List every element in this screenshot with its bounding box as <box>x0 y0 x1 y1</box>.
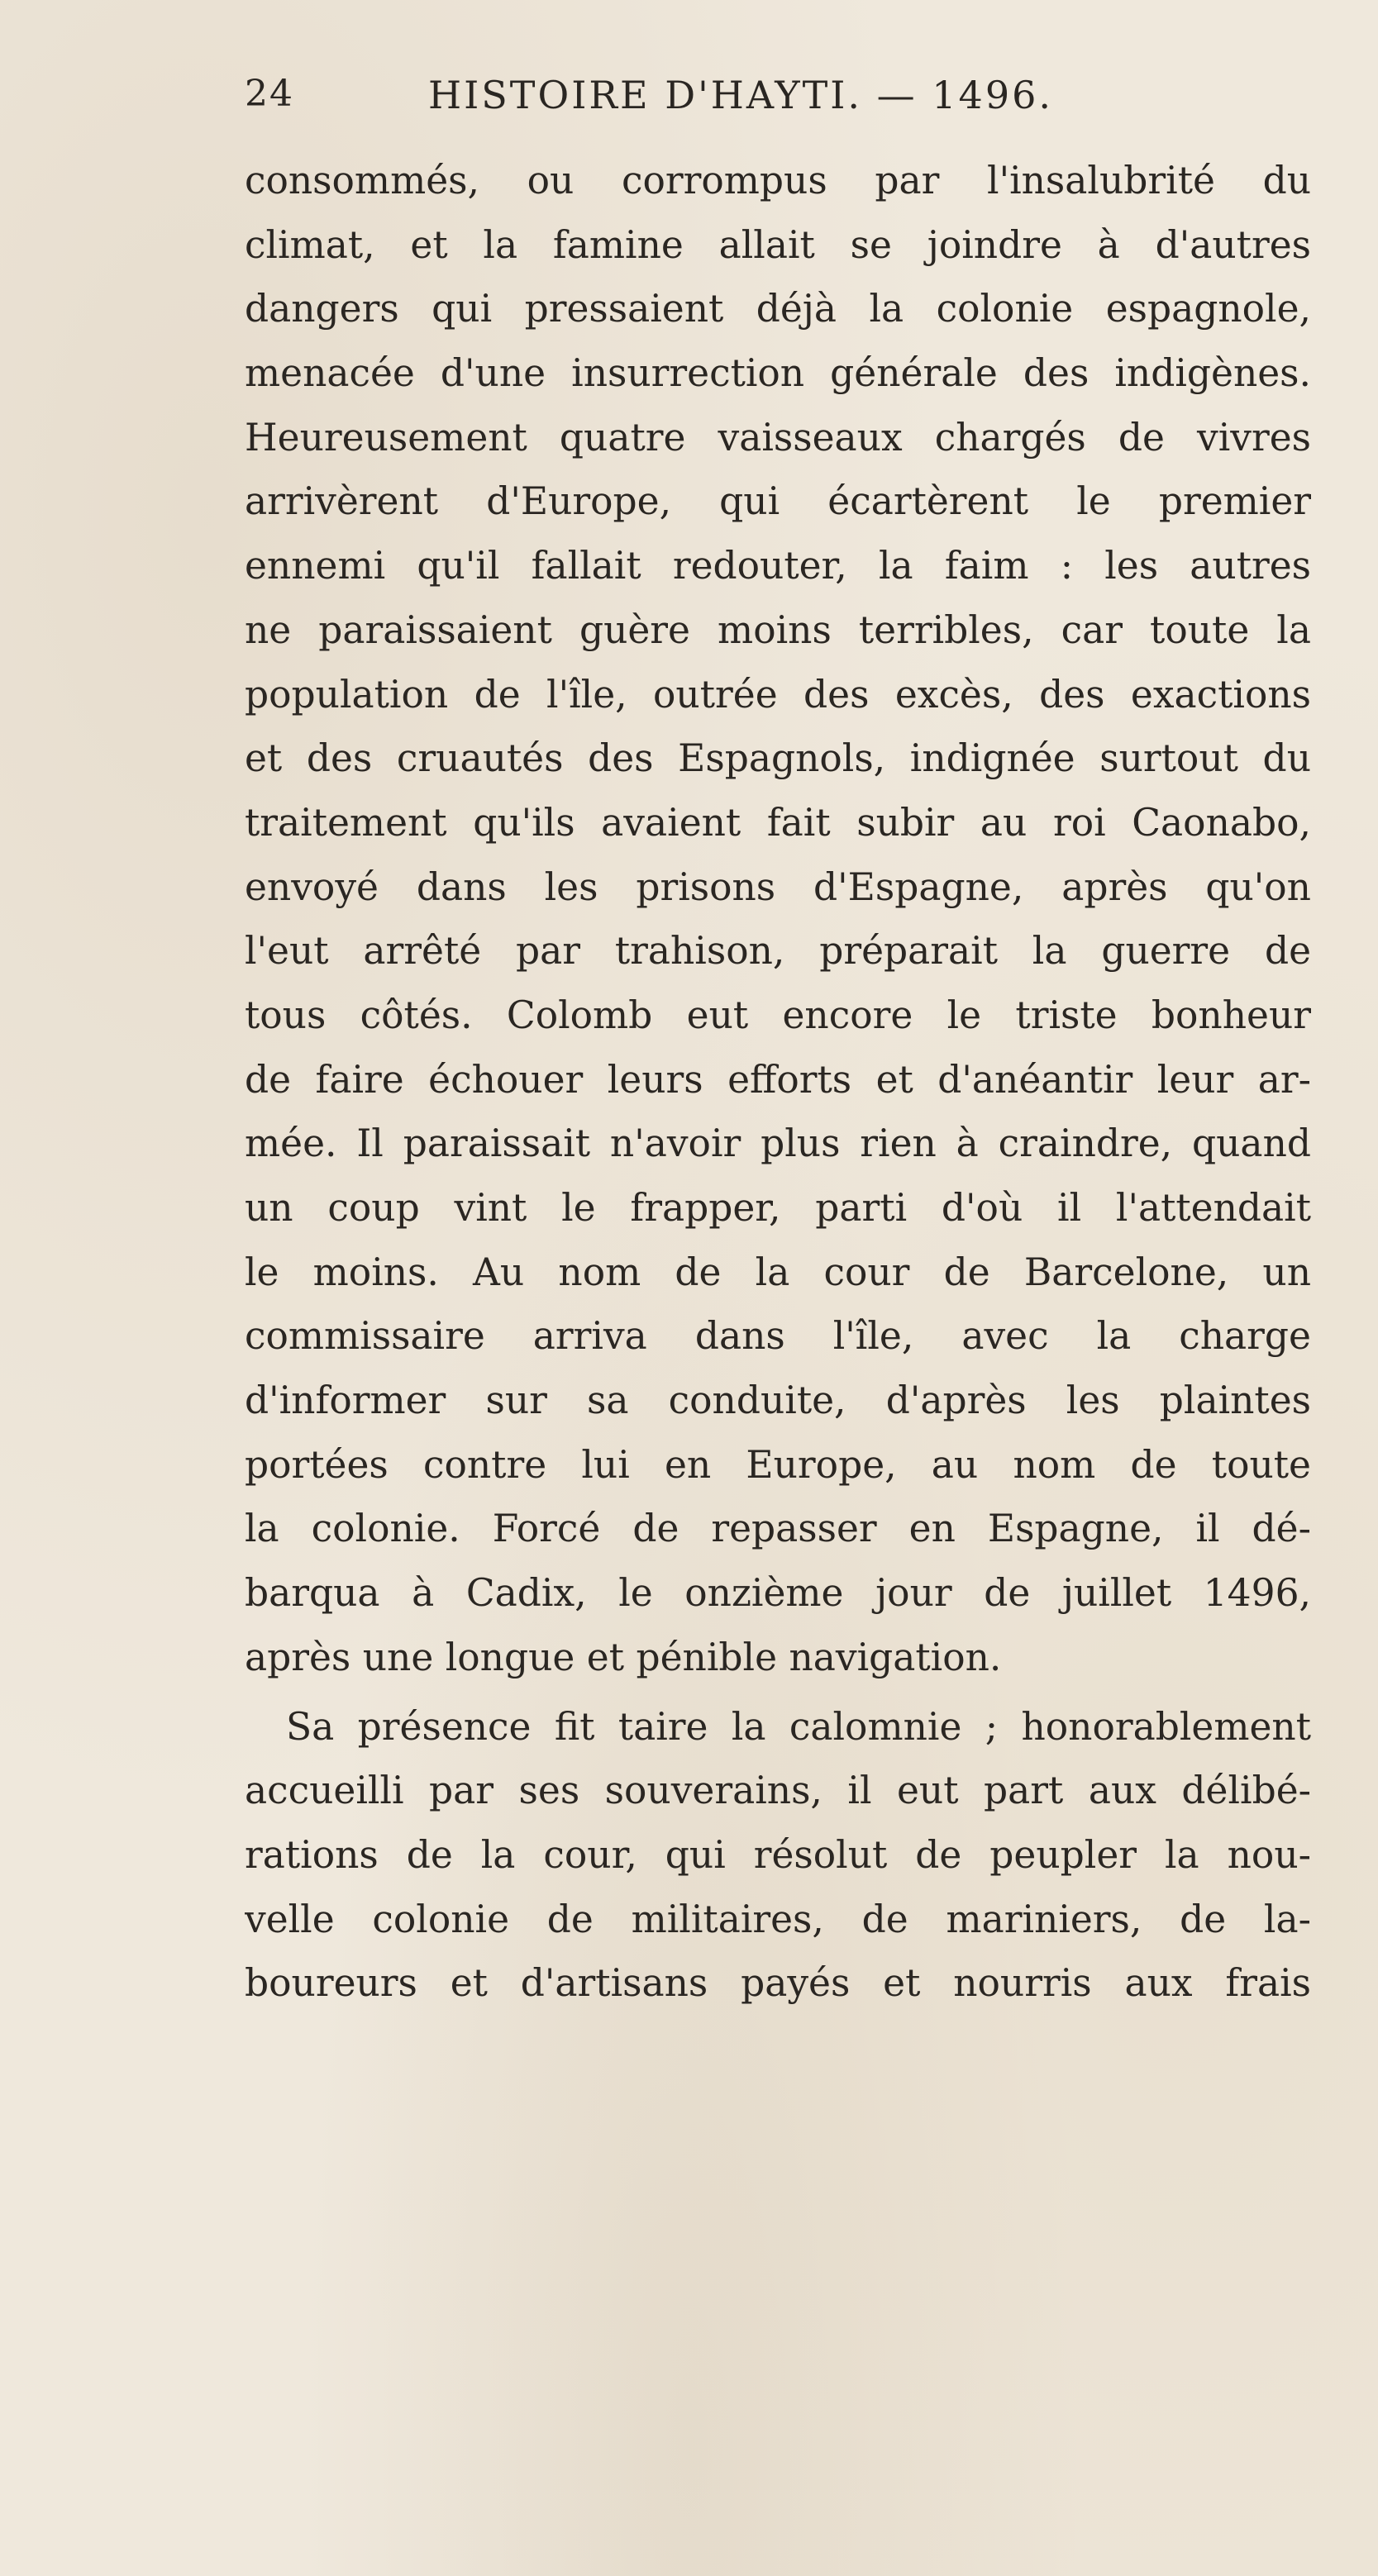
text-line: tous côtés. Colomb eut encore le triste bonheur <box>245 993 1311 1037</box>
text-line: et des cruautés des Espagnols, indignée surtout du <box>245 736 1311 781</box>
text-line: dangers qui pressaient déjà la colonie espagnole, <box>245 287 1311 331</box>
text-line: population de l'île, outrée des excès, des exactions <box>245 672 1311 717</box>
text-line: portées contre lui en Europe, au nom de toute <box>245 1442 1311 1487</box>
text-line: menacée d'une insurrection générale des indigènes. <box>245 351 1311 396</box>
text-line: velle colonie de militaires, de mariniers, de la- <box>245 1897 1311 1941</box>
page-number: 24 <box>245 73 294 115</box>
body-text <box>245 149 1311 2016</box>
text-line: mée. Il paraissait n'avoir plus rien à craindre, quand <box>245 1121 1311 1166</box>
text-line: rations de la cour, qui résolut de peupler la nou- <box>245 1832 1311 1877</box>
text-line: consommés, ou corrompus par l'insalubrité du <box>245 159 1311 202</box>
paragraph-1 <box>245 149 1311 1690</box>
running-head <box>245 73 1311 139</box>
text-line: boureurs et d'artisans payés et nourris aux frais <box>245 1961 1311 2006</box>
text-line: arrivèrent d'Europe, qui écartèrent le premier <box>245 479 1311 524</box>
text-line: un coup vint le frapper, parti d'où il l'attendait <box>245 1186 1311 1230</box>
text-line: traitement qu'ils avaient fait subir au roi Caonabo, <box>245 800 1311 845</box>
running-title: HISTOIRE D'HAYTI. — 1496. <box>428 73 1053 117</box>
text-line: ennemi qu'il fallait redouter, la faim : les autres <box>245 544 1311 588</box>
text-line: la colonie. Forcé de repasser en Espagne, il dé- <box>245 1507 1311 1551</box>
text-line: barqua à Cadix, le onzième jour de juillet 1496, <box>245 1571 1311 1616</box>
paragraph-2 <box>245 1695 1311 2016</box>
text-line: Sa présence fit taire la calomnie ; honorablement <box>286 1704 1311 1749</box>
text-line: de faire échouer leurs efforts et d'anéantir leur ar- <box>245 1057 1311 1102</box>
text-line: accueilli par ses souverains, il eut part aux délibé- <box>245 1769 1311 1813</box>
text-line: l'eut arrêté par trahison, préparait la guerre de <box>245 929 1311 974</box>
text-line: commissaire arriva dans l'île, avec la charge <box>245 1314 1311 1359</box>
text-line: d'informer sur sa conduite, d'après les plaintes <box>245 1378 1311 1423</box>
text-line: climat, et la famine allait se joindre à d'autres <box>245 222 1311 267</box>
text-line: après une longue et pénible navigation. <box>245 1635 1002 1679</box>
text-line: envoyé dans les prisons d'Espagne, après qu'on <box>245 864 1311 909</box>
text-line: ne paraissaient guère moins terribles, car toute la <box>245 607 1311 652</box>
text-line: le moins. Au nom de la cour de Barcelone, un <box>245 1250 1311 1294</box>
text-line: Heureusement quatre vaisseaux chargés de vivres <box>245 415 1311 459</box>
